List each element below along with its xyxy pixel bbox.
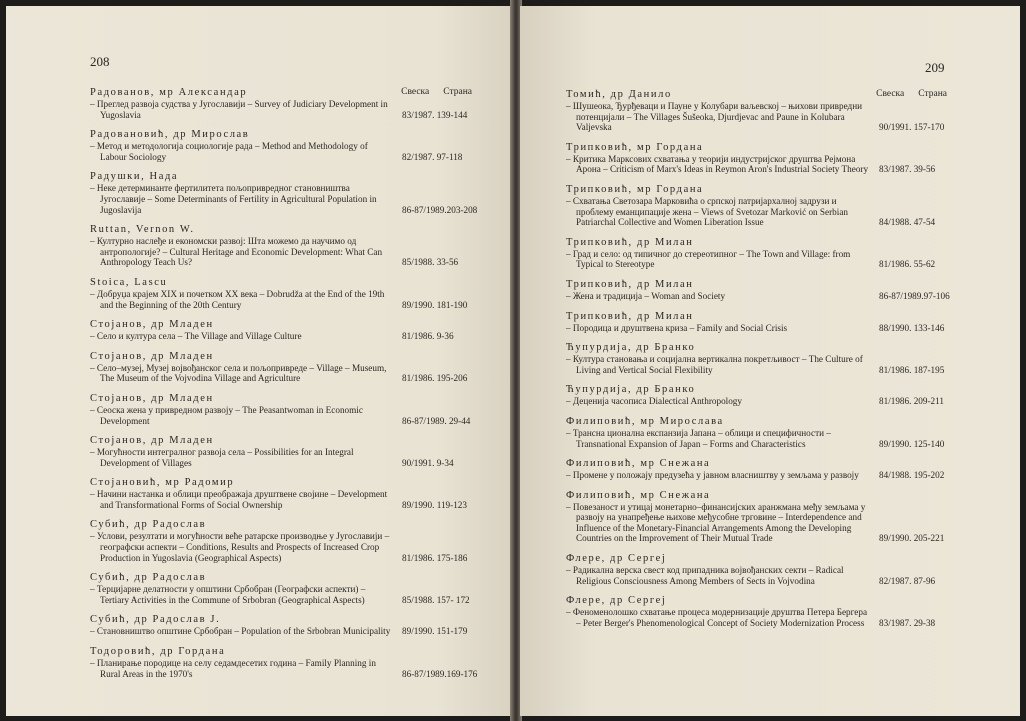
entry-row <box>566 291 951 302</box>
entry-issue-pages: 85/1988. 33-56 <box>402 257 459 268</box>
entry-author: Субић, др Радослав Ј. <box>90 614 221 626</box>
entry-row <box>90 489 474 510</box>
index-entry <box>90 645 478 679</box>
entry-title: – Град и село: од типичног до стереотипног – The Town and Village: from Typical to Stereotype <box>566 248 851 270</box>
entry-title: – Могућности интегралног развоја села – Possibilities for an Integral Development of Villages <box>90 447 354 468</box>
entry-author: Филиповић, мр Снежана <box>566 458 711 470</box>
entry-title: – Услови, резултати и могућности веће ратарске производње у Југославији – географски аспекти – Conditions, Results and Prospects of Increased Crop Production in Yugoslavia (Geographical Aspects) <box>90 531 390 563</box>
entry-title: – Жена и традиција – Woman and Society <box>566 290 726 301</box>
entry-author: Филиповић, мр Мирослава <box>566 415 724 427</box>
entry-issue-pages: 81/1986. 175-186 <box>402 552 468 563</box>
entry-issue-pages: 83/1987. 139-144 <box>402 109 468 120</box>
index-entry <box>90 434 474 468</box>
index-entry <box>566 457 951 481</box>
index-entry <box>566 183 951 228</box>
entry-issue-pages: 83/1987. 29-38 <box>879 617 936 628</box>
entry-row <box>566 154 951 175</box>
entry-author: Трипковић, др Милан <box>566 278 694 290</box>
entry-issue-pages: 82/1987. 87-96 <box>879 575 936 586</box>
entry-issue-pages: 83/1987. 39-56 <box>879 164 936 175</box>
index-entry <box>566 341 951 375</box>
entry-author: Радовановић, др Мирослав <box>90 129 250 141</box>
index-entry <box>90 223 474 268</box>
index-entry <box>90 128 474 162</box>
entry-title: – Добруџа крајем XIX и почетком XX века – Dobrudža at the End of the 19th and the Beginning of the 20th Century <box>90 288 385 310</box>
entry-issue-pages: 86-87/1989.203-208 <box>402 204 478 215</box>
column-header-volume: Свеска <box>876 89 905 99</box>
entry-issue-pages: 88/1990. 133-146 <box>879 322 945 333</box>
index-entry <box>90 613 474 637</box>
index-entry <box>90 518 474 563</box>
entry-author: Стојанов, др Младен <box>90 319 214 331</box>
entry-author: Субић, др Радослав <box>90 572 207 584</box>
index-entry <box>90 276 474 310</box>
entry-row <box>90 289 474 310</box>
entry-title: – Планирање породице на селу седамдесетих година – Family Planning in Rural Areas in the 1970's <box>90 658 376 679</box>
entry-title: – Схватања Светозара Марковића о српској патријархалној задрузи и проблему еманципације жена – Views of Svetozar Marković on Serbian Patriarchal Collective and Women Liberation Issue <box>566 195 848 228</box>
entry-title: – Деценија часописа Dialectical Anthropology <box>566 396 742 407</box>
entry-title: – Преглед развоја судства у Југославији – Survey of Judiciary Development in Yugoslavia <box>90 99 388 120</box>
entry-issue-pages: 86-87/1989.169-176 <box>402 668 478 679</box>
entry-author: Трипковић, мр Гордана <box>566 141 704 153</box>
entry-title: – Културно наслеђе и економски развој: Шта можемо да научимо од антропологије? – Cultural Heritage and Economic Development: What Can Anthropology Teach Us? <box>90 236 383 268</box>
entry-author: Стојанов, др Младен <box>90 435 214 447</box>
entry-row <box>90 447 474 468</box>
entry-author: Ћупурдија, др Бранко <box>566 342 696 354</box>
index-column <box>566 88 951 636</box>
right-page <box>520 6 1020 716</box>
entry-row <box>90 531 474 563</box>
entry-author: Трипковић, мр Гордана <box>566 183 704 195</box>
index-entry <box>90 571 474 605</box>
entry-issue-pages: 90/1991. 157-170 <box>879 122 945 133</box>
column-header-page: Страна <box>443 87 472 97</box>
column-header-page: Страна <box>918 89 947 99</box>
entry-row <box>566 470 951 481</box>
entry-title: – Терцијарне делатности у општини Србобран (Географски аспекти) – Tertiary Activities in the Commune of Srbobran (Geographical Aspects) <box>90 584 366 605</box>
entry-author: Радованов, мр Александар <box>90 87 248 98</box>
index-entry <box>566 415 951 449</box>
entry-title: – Радикална верска свест код припадника војвођанских секти – Radical Religious Consciousness Among Members of Sects in Vojvodina <box>566 565 844 586</box>
entry-issue-pages: 90/1991. 9-34 <box>402 457 454 468</box>
index-entry <box>90 350 474 384</box>
column-headers <box>566 88 951 100</box>
entry-issue-pages: 82/1987. 97-118 <box>402 151 463 162</box>
entry-title: – Метод и методологија социологије рада – Method and Methodology of Labour Sociology <box>90 141 368 162</box>
entry-author: Флере, др Сергеј <box>566 595 667 607</box>
entry-row <box>566 101 951 133</box>
entry-issue-pages: 86-87/1989. 29-44 <box>402 415 471 426</box>
index-entry <box>566 594 951 628</box>
entry-issue-pages: 89/1990. 181-190 <box>402 299 468 310</box>
page-number: 209 <box>925 60 945 75</box>
index-entry <box>566 489 951 544</box>
index-entry <box>90 476 474 510</box>
entry-row <box>566 196 951 228</box>
entry-row <box>566 396 951 407</box>
index-entry <box>566 383 951 407</box>
entry-author: Филиповић, мр Снежана <box>566 489 711 501</box>
index-column <box>90 86 478 687</box>
entry-author: Томић, др Данило <box>566 89 672 100</box>
entry-issue-pages: 89/1990. 119-123 <box>402 499 467 510</box>
entry-author: Стојанов, др Младен <box>90 350 214 362</box>
entry-issue-pages: 84/1988. 195-202 <box>879 470 945 481</box>
entry-row <box>566 323 951 334</box>
entry-title: – Становништво општине Србобран – Population of the Srbobran Municipality <box>90 626 391 637</box>
entry-title: – Шушеока, Ђурђеваци и Пауне у Колубари ваљевској – њихови привредни потенцијали – The Villages Šušeoka, Djurdjevac and Paune in Kolubara Valjevska <box>566 101 863 133</box>
index-entry <box>90 170 478 215</box>
entry-issue-pages: 89/1990. 151-179 <box>402 626 468 637</box>
entry-row <box>566 249 951 270</box>
index-entry <box>566 141 951 175</box>
index-entry <box>566 310 951 334</box>
index-entry <box>90 318 474 342</box>
index-entry <box>90 392 474 426</box>
left-page <box>6 6 512 716</box>
entry-row <box>90 626 474 637</box>
entry-row <box>90 183 478 215</box>
entry-author: Ruttan, Vernon W. <box>90 224 195 236</box>
entry-author: Тодоровић, др Гордана <box>90 646 226 658</box>
entry-row <box>90 584 474 605</box>
entry-issue-pages: 89/1990. 205-221 <box>879 533 945 544</box>
entry-issue-pages: 81/1986. 195-206 <box>402 373 468 384</box>
entry-issue-pages: 84/1988. 47-54 <box>879 217 936 228</box>
entry-title: – Начини настанка и облици преображаја друштвене својине – Development and Transformational Forms of Social Ownership <box>90 489 388 510</box>
entry-title: – Неке детерминанте фертилитета пољопривредног становништва Југославије – Some Determinants of Fertility in Agricultural Population in Jugoslavija <box>90 183 377 215</box>
entry-row <box>90 658 478 679</box>
index-entry <box>566 552 951 586</box>
entry-title: – Село–музеј, Музеј војвођанског села и пољопривреде – Village – Museum, The Museum of the Vojvodina Village and Agriculture <box>90 362 387 384</box>
entry-title: – Феноменолошко схватање процеса модернизације друштва Петера Бергера – Peter Berger's Phenomenological Concept of Society Modernization Process <box>566 607 868 628</box>
entry-issue-pages: 81/1986. 9-36 <box>402 331 454 342</box>
column-header-volume: Свеска <box>401 87 430 97</box>
entry-row <box>566 354 951 375</box>
entry-issue-pages: 86-87/1989.97-106 <box>879 290 950 301</box>
entry-author: Стојанов, др Младен <box>90 392 214 404</box>
entry-title: – Култура становања и социјална вертикална покретљивост – The Culture of Living and Vertical Social Flexibility <box>566 354 863 375</box>
entry-row <box>90 331 474 342</box>
entry-row <box>566 607 951 628</box>
entry-row <box>90 363 474 384</box>
entry-row <box>90 141 474 162</box>
entry-title: – Критика Марксових схватања у теорији индустријског друштва Рејмона Арона – Criticism of Marx's Ideas in Reymon Aron's Industrial Society Theory <box>566 153 869 175</box>
entry-author: Стојановић, мр Радомир <box>90 477 235 489</box>
entry-issue-pages: 89/1990. 125-140 <box>879 438 945 449</box>
entry-title: – Промене у положају предузећа у јавном власништву у земљама у развоју <box>566 470 859 481</box>
index-entry <box>566 278 951 302</box>
entry-author: Ћупурдија, др Бранко <box>566 384 696 396</box>
entry-title: – Трансна ционална експанзија Јапана – облици и специфичности – Transnational Expansion of Japan – Forms and Characteristics <box>566 427 831 449</box>
entry-issue-pages: 81/1986. 209-211 <box>879 396 944 407</box>
entry-row <box>90 236 474 268</box>
index-entry <box>566 236 951 270</box>
entry-author: Трипковић, др Милан <box>566 236 694 248</box>
entry-title: – Село и култура села – The Village and Village Culture <box>90 331 302 342</box>
entry-row <box>90 405 474 426</box>
entry-row <box>90 99 474 120</box>
entry-author: Флере, др Сергеј <box>566 553 667 565</box>
entry-title: – Повезаност и утицај монетарно–финансијских аранжмана међу земљама у развоју на унапређење њихове међусобне трговине – Interdependence and Influence of the Monetary-Financial Arrangements Among the Developing Countries on the Improvement of Their Mutual Trade <box>566 501 866 544</box>
entry-row <box>566 502 951 544</box>
entry-author: Stoica, Lascu <box>90 276 168 288</box>
entry-row <box>566 565 951 586</box>
entry-author: Радушки, Нада <box>90 171 179 183</box>
page-number: 208 <box>90 54 110 69</box>
entry-title: – Сеоска жена у привредном развоју – The Peasantwoman in Economic Development <box>90 404 363 426</box>
entry-issue-pages: 81/1986. 55-62 <box>879 259 936 270</box>
column-headers <box>90 86 474 98</box>
entry-title: – Породица и друштвена криза – Family and Social Crisis <box>566 322 788 333</box>
entry-author: Субић, др Радослав <box>90 519 207 531</box>
entry-author: Трипковић, др Милан <box>566 310 694 322</box>
entry-issue-pages: 81/1986. 187-195 <box>879 364 945 375</box>
entry-row <box>566 428 951 449</box>
entry-issue-pages: 85/1988. 157- 172 <box>402 594 470 605</box>
